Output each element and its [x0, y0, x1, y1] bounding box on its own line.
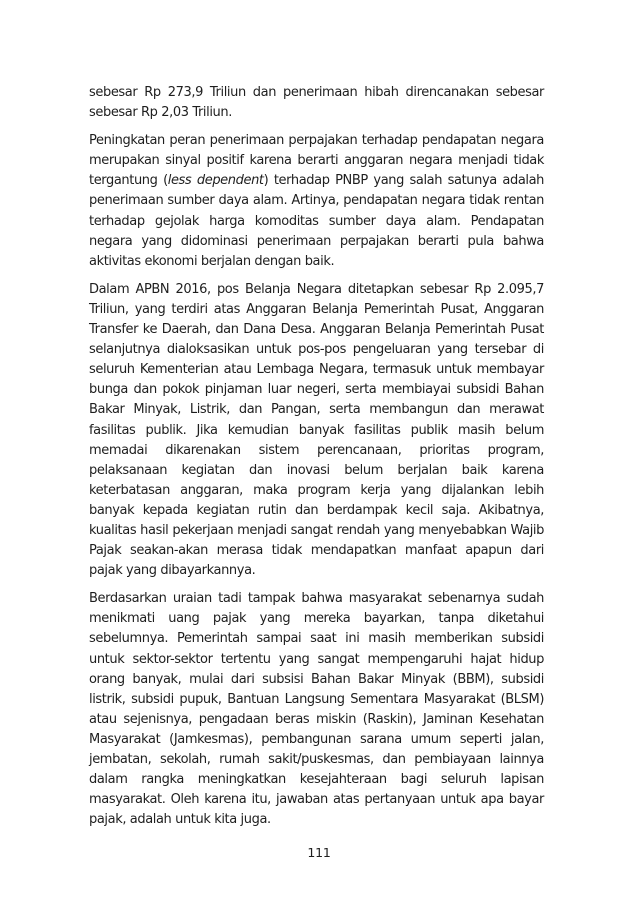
paragraph-revenue-grants: sebesar Rp 273,9 Triliun dan penerimaan hibah direncanakan sebesar sebesar Rp 2,03 Triliun.: [89, 85, 544, 121]
paragraph-text-after: ) terhadap PNBP yang salah satunya adalah penerimaan sumber daya alam. Artinya, pendapatan negara tidak rentan terhadap gejolak harga komoditas sumber daya alam. Pendapatan negara yang didominasi penerimaan perpajakan berarti pula bahwa aktivitas ekonomi berjalan dengan baik.: [89, 173, 545, 269]
paragraph-conclusion: Berdasarkan uraian tadi tampak bahwa masyarakat sebenarnya sudah menikmati uang pajak yang mereka bayarkan, tanpa diketahui sebelumnya. Pemerintah sampai saat ini masih memberikan subsidi untuk sektor-sektor tertentu yang sangat mempengaruhi hajat hidup orang banyak, mulai dari subsisi Bahan Bakar Minyak (BBM), subsidi listrik, subsidi pupuk, Bantuan Langsung Sementara Masyarakat (BLSM) atau sejenisnya, pengadaan beras miskin (Raskin), Jaminan Kesehatan Masyarakat (Jamkesmas), pembangunan sarana umum seperti jalan, jembatan, sekolah, rumah sakit/puskesmas, dan pembiayaan lainnya dalam rangka meningkatkan kesejahteraan bagi seluruh lapisan masyarakat. Oleh karena itu, jawaban atas pertanyaan untuk apa bayar pajak, adalah untuk kita juga.: [89, 591, 544, 828]
paragraph-text-before: Peningkatan peran penerimaan perpajakan terhadap pendapatan negara merupakan sinyal positif karena berarti anggaran negara menjadi tidak tergantung (: [89, 133, 544, 189]
page-body: [89, 83, 544, 838]
page-number: 111: [307, 845, 331, 860]
paragraph-tax-revenue-role: [89, 131, 544, 272]
paragraph-state-spending: Dalam APBN 2016, pos Belanja Negara ditetapkan sebesar Rp 2.095,7 Triliun, yang terdiri atas Anggaran Belanja Pemerintah Pusat, Anggaran Transfer ke Daerah, dan Dana Desa. Anggaran Belanja Pemerintah Pusat selanjutnya dialoksasikan untuk pos-pos pengeluaran yang tersebar di seluruh Kementerian atau Lembaga Negara, termasuk untuk membayar bunga dan pokok pinjaman luar negeri, serta membiayai subsidi Bahan Bakar Minyak, Listrik, dan Pangan, serta membangun dan merawat fasilitas publik. Jika kemudian banyak fasilitas publik masih belum memadai dikarenakan sistem perencanaan, prioritas program, pelaksanaan kegiatan dan inovasi belum berjalan baik karena keterbatasan anggaran, maka program kerja yang dijalankan lebih banyak kepada kegiatan rutin dan berdampak kecil saja. Akibatnya, kualitas hasil pekerjaan menjadi sangat rendah yang menyebabkan Wajib Pajak seakan-akan merasa tidak mendapatkan manfaat apapun dari pajak yang dibayarkannya.: [89, 281, 544, 579]
italic-term: less dependent: [167, 173, 264, 189]
